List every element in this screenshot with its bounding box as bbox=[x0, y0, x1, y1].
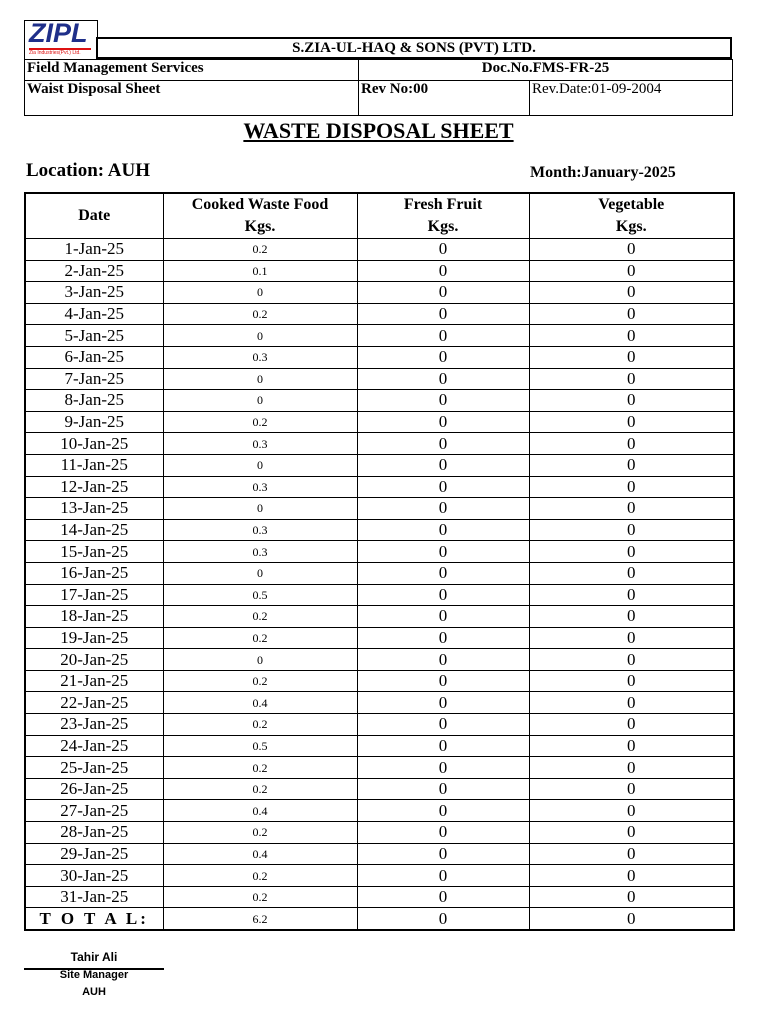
cell-date: 28-Jan-25 bbox=[25, 822, 163, 844]
cell-fruit: 0 bbox=[357, 584, 529, 606]
table-row bbox=[25, 541, 734, 563]
table-row bbox=[25, 886, 734, 908]
cell-vegetable: 0 bbox=[529, 303, 734, 325]
cell-fruit: 0 bbox=[357, 757, 529, 779]
cell-vegetable: 0 bbox=[529, 627, 734, 649]
cell-vegetable: 0 bbox=[529, 606, 734, 628]
table-row bbox=[25, 390, 734, 412]
cell-date: 30-Jan-25 bbox=[25, 865, 163, 887]
cell-date: 2-Jan-25 bbox=[25, 260, 163, 282]
cell-vegetable: 0 bbox=[529, 541, 734, 563]
cell-date: 23-Jan-25 bbox=[25, 714, 163, 736]
cell-vegetable: 0 bbox=[529, 282, 734, 304]
signatory-location: AUH bbox=[82, 986, 106, 998]
cell-fruit: 0 bbox=[357, 541, 529, 563]
cell-date: 24-Jan-25 bbox=[25, 735, 163, 757]
cell-fruit: 0 bbox=[357, 822, 529, 844]
cell-fruit: 0 bbox=[357, 627, 529, 649]
cell-vegetable: 0 bbox=[529, 757, 734, 779]
cell-vegetable: 0 bbox=[529, 325, 734, 347]
table-row bbox=[25, 606, 734, 628]
table-row bbox=[25, 822, 734, 844]
cell-fruit: 0 bbox=[357, 778, 529, 800]
table-row bbox=[25, 411, 734, 433]
col-header-vegetable-unit: Kgs. bbox=[615, 218, 647, 235]
cell-cooked: 0.2 bbox=[163, 714, 357, 736]
cell-date: 26-Jan-25 bbox=[25, 778, 163, 800]
cell-date: 10-Jan-25 bbox=[25, 433, 163, 455]
company-name: S.ZIA-UL-HAQ & SONS (PVT) LTD. bbox=[96, 37, 732, 59]
cell-fruit: 0 bbox=[357, 325, 529, 347]
cell-fruit: 0 bbox=[357, 282, 529, 304]
cell-vegetable: 0 bbox=[529, 260, 734, 282]
col-header-vegetable-title: Vegetable bbox=[598, 196, 665, 213]
cell-cooked: 0.5 bbox=[163, 584, 357, 606]
cell-fruit: 0 bbox=[357, 800, 529, 822]
table-row bbox=[25, 735, 734, 757]
col-header-vegetable bbox=[529, 193, 734, 239]
table-row bbox=[25, 843, 734, 865]
cell-date: 15-Jan-25 bbox=[25, 541, 163, 563]
cell-fruit: 0 bbox=[357, 843, 529, 865]
cell-vegetable: 0 bbox=[529, 865, 734, 887]
table-row bbox=[25, 584, 734, 606]
cell-cooked: 0.2 bbox=[163, 303, 357, 325]
cell-date: 11-Jan-25 bbox=[25, 454, 163, 476]
cell-date: 18-Jan-25 bbox=[25, 606, 163, 628]
cell-vegetable: 0 bbox=[529, 886, 734, 908]
cell-vegetable: 0 bbox=[529, 584, 734, 606]
cell-date: 9-Jan-25 bbox=[25, 411, 163, 433]
cell-date: 6-Jan-25 bbox=[25, 346, 163, 368]
table-row bbox=[25, 519, 734, 541]
cell-date: 29-Jan-25 bbox=[25, 843, 163, 865]
table-row bbox=[25, 368, 734, 390]
cell-cooked: 0.2 bbox=[163, 411, 357, 433]
table-row bbox=[25, 778, 734, 800]
cell-date: 7-Jan-25 bbox=[25, 368, 163, 390]
cell-vegetable: 0 bbox=[529, 562, 734, 584]
total-vegetable: 0 bbox=[529, 908, 734, 930]
cell-date: 4-Jan-25 bbox=[25, 303, 163, 325]
cell-date: 12-Jan-25 bbox=[25, 476, 163, 498]
cell-date: 14-Jan-25 bbox=[25, 519, 163, 541]
total-fruit: 0 bbox=[357, 908, 529, 930]
page-title: WASTE DISPOSAL SHEET bbox=[243, 118, 514, 143]
cell-cooked: 0 bbox=[163, 368, 357, 390]
revision-number: Rev No:00 bbox=[359, 81, 530, 116]
table-row bbox=[25, 303, 734, 325]
cell-date: 3-Jan-25 bbox=[25, 282, 163, 304]
cell-fruit: 0 bbox=[357, 865, 529, 887]
cell-fruit: 0 bbox=[357, 390, 529, 412]
cell-date: 22-Jan-25 bbox=[25, 692, 163, 714]
cell-fruit: 0 bbox=[357, 346, 529, 368]
cell-vegetable: 0 bbox=[529, 498, 734, 520]
cell-fruit: 0 bbox=[357, 433, 529, 455]
cell-cooked: 0.2 bbox=[163, 886, 357, 908]
table-row bbox=[25, 325, 734, 347]
cell-cooked: 0 bbox=[163, 390, 357, 412]
cell-date: 5-Jan-25 bbox=[25, 325, 163, 347]
cell-vegetable: 0 bbox=[529, 735, 734, 757]
cell-vegetable: 0 bbox=[529, 670, 734, 692]
cell-fruit: 0 bbox=[357, 239, 529, 261]
signatory-title: Site Manager bbox=[59, 969, 129, 981]
cell-vegetable: 0 bbox=[529, 800, 734, 822]
table-row bbox=[25, 649, 734, 671]
cell-vegetable: 0 bbox=[529, 822, 734, 844]
table-row bbox=[25, 282, 734, 304]
cell-cooked: 0.2 bbox=[163, 822, 357, 844]
table-row bbox=[25, 239, 734, 261]
table-row bbox=[25, 627, 734, 649]
col-header-fruit bbox=[357, 193, 529, 239]
cell-vegetable: 0 bbox=[529, 346, 734, 368]
table-row bbox=[25, 346, 734, 368]
cell-date: 27-Jan-25 bbox=[25, 800, 163, 822]
cell-vegetable: 0 bbox=[529, 843, 734, 865]
company-logo bbox=[24, 20, 98, 60]
cell-cooked: 0 bbox=[163, 649, 357, 671]
col-header-date: Date bbox=[25, 193, 163, 239]
cell-fruit: 0 bbox=[357, 454, 529, 476]
cell-date: 16-Jan-25 bbox=[25, 562, 163, 584]
logo-text: ZIPL bbox=[29, 18, 88, 48]
table-row bbox=[25, 454, 734, 476]
table-header-row bbox=[25, 193, 734, 239]
cell-vegetable: 0 bbox=[529, 411, 734, 433]
cell-cooked: 0 bbox=[163, 498, 357, 520]
cell-vegetable: 0 bbox=[529, 454, 734, 476]
cell-cooked: 0.5 bbox=[163, 735, 357, 757]
cell-vegetable: 0 bbox=[529, 714, 734, 736]
cell-cooked: 0 bbox=[163, 562, 357, 584]
cell-cooked: 0.1 bbox=[163, 260, 357, 282]
total-row bbox=[25, 908, 734, 930]
cell-vegetable: 0 bbox=[529, 692, 734, 714]
cell-fruit: 0 bbox=[357, 692, 529, 714]
cell-date: 13-Jan-25 bbox=[25, 498, 163, 520]
cell-cooked: 0.3 bbox=[163, 433, 357, 455]
cell-date: 19-Jan-25 bbox=[25, 627, 163, 649]
table-row bbox=[25, 692, 734, 714]
cell-vegetable: 0 bbox=[529, 368, 734, 390]
cell-vegetable: 0 bbox=[529, 476, 734, 498]
cell-fruit: 0 bbox=[357, 714, 529, 736]
cell-fruit: 0 bbox=[357, 368, 529, 390]
cell-vegetable: 0 bbox=[529, 433, 734, 455]
table-row bbox=[25, 260, 734, 282]
cell-vegetable: 0 bbox=[529, 649, 734, 671]
cell-cooked: 0.2 bbox=[163, 670, 357, 692]
col-header-fruit-title: Fresh Fruit bbox=[403, 196, 483, 213]
col-header-cooked-title: Cooked Waste Food bbox=[191, 196, 329, 213]
cell-fruit: 0 bbox=[357, 519, 529, 541]
revision-date: Rev.Date:01-09-2004 bbox=[530, 81, 733, 116]
location-label: Location: AUH bbox=[26, 160, 151, 181]
cell-date: 17-Jan-25 bbox=[25, 584, 163, 606]
table-row bbox=[25, 476, 734, 498]
col-header-cooked bbox=[163, 193, 357, 239]
cell-fruit: 0 bbox=[357, 476, 529, 498]
cell-cooked: 0.4 bbox=[163, 692, 357, 714]
cell-cooked: 0.2 bbox=[163, 627, 357, 649]
doc-number: Doc.No.FMS-FR-25 bbox=[359, 60, 733, 81]
cell-date: 1-Jan-25 bbox=[25, 239, 163, 261]
table-row bbox=[25, 562, 734, 584]
cell-cooked: 0 bbox=[163, 282, 357, 304]
cell-cooked: 0.3 bbox=[163, 346, 357, 368]
cell-cooked: 0.3 bbox=[163, 519, 357, 541]
month-label: Month:January-2025 bbox=[530, 164, 676, 181]
table-row bbox=[25, 865, 734, 887]
cell-fruit: 0 bbox=[357, 562, 529, 584]
cell-date: 8-Jan-25 bbox=[25, 390, 163, 412]
cell-cooked: 0.2 bbox=[163, 865, 357, 887]
sheet-name: Waist Disposal Sheet bbox=[25, 81, 359, 116]
table-row bbox=[25, 498, 734, 520]
cell-fruit: 0 bbox=[357, 606, 529, 628]
cell-fruit: 0 bbox=[357, 670, 529, 692]
department-label: Field Management Services bbox=[25, 60, 359, 81]
cell-fruit: 0 bbox=[357, 649, 529, 671]
col-header-cooked-unit: Kgs. bbox=[244, 218, 276, 235]
table-row bbox=[25, 714, 734, 736]
cell-fruit: 0 bbox=[357, 886, 529, 908]
cell-cooked: 0.2 bbox=[163, 757, 357, 779]
table-row bbox=[25, 800, 734, 822]
cell-cooked: 0.4 bbox=[163, 843, 357, 865]
cell-cooked: 0.4 bbox=[163, 800, 357, 822]
waste-table bbox=[24, 192, 735, 931]
table-row bbox=[25, 757, 734, 779]
cell-vegetable: 0 bbox=[529, 390, 734, 412]
total-label: T O T A L: bbox=[25, 908, 163, 930]
document-header-table bbox=[24, 59, 733, 116]
cell-cooked: 0.2 bbox=[163, 778, 357, 800]
cell-cooked: 0.2 bbox=[163, 606, 357, 628]
cell-date: 25-Jan-25 bbox=[25, 757, 163, 779]
cell-vegetable: 0 bbox=[529, 239, 734, 261]
logo-subtext: Zia Industries(Pvt.) Ltd. bbox=[29, 50, 81, 56]
table-row bbox=[25, 433, 734, 455]
cell-vegetable: 0 bbox=[529, 519, 734, 541]
cell-cooked: 0.3 bbox=[163, 541, 357, 563]
cell-cooked: 0.3 bbox=[163, 476, 357, 498]
cell-cooked: 0.2 bbox=[163, 239, 357, 261]
cell-date: 31-Jan-25 bbox=[25, 886, 163, 908]
cell-fruit: 0 bbox=[357, 498, 529, 520]
cell-vegetable: 0 bbox=[529, 778, 734, 800]
cell-fruit: 0 bbox=[357, 260, 529, 282]
cell-cooked: 0 bbox=[163, 325, 357, 347]
col-header-fruit-unit: Kgs. bbox=[427, 218, 459, 235]
table-row bbox=[25, 670, 734, 692]
cell-cooked: 0 bbox=[163, 454, 357, 476]
cell-fruit: 0 bbox=[357, 303, 529, 325]
signatory-name: Tahir Ali bbox=[70, 950, 118, 964]
cell-fruit: 0 bbox=[357, 735, 529, 757]
cell-fruit: 0 bbox=[357, 411, 529, 433]
cell-date: 21-Jan-25 bbox=[25, 670, 163, 692]
total-cooked: 6.2 bbox=[163, 908, 357, 930]
cell-date: 20-Jan-25 bbox=[25, 649, 163, 671]
